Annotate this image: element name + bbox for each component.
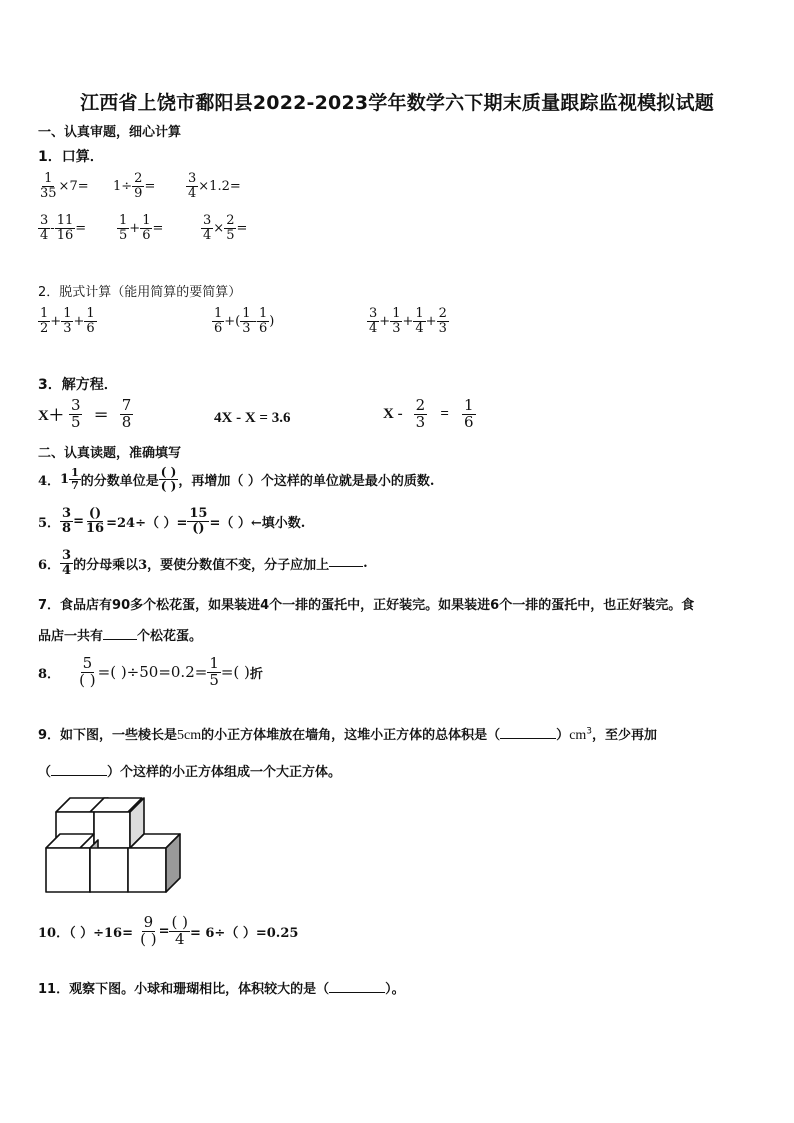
q7-line-2: 品店一共有 个松花蛋。 (38, 629, 203, 644)
q1-item-6: $\frac{3}{4}$ × $\frac{2}{5}$ = (203, 213, 248, 243)
q5: 5． $\frac{3}{8}$ = $\frac{()}{16}$ =24÷（ ）= $\frac{15}{()}$ =（ ）←填小数. (38, 506, 306, 536)
q3-label: 3．解方程． (38, 377, 118, 393)
q2-expr-1: $\frac{1}{2}$ + $\frac{1}{3}$ + $\frac{1}{6}$ (40, 306, 95, 336)
q1-item-2: 1÷ $\frac{2}{9}$ = (113, 171, 156, 201)
q11-blank[interactable] (329, 992, 385, 993)
q9-line-2: （ ）个这样的小正方体组成一个大正方体。 (38, 765, 342, 780)
q6-blank[interactable] (329, 566, 363, 567)
q9-line-1: 9．如下图，一些棱长是5cm的小正方体堆放在墙角，这堆小正方体的总体积是（ ）$cm^3$，至少再加 (38, 726, 658, 743)
cube-face (128, 848, 166, 892)
q3-equation-1: X＋ $\frac{3}{5}$ ＝ $\frac{7}{8}$ (38, 396, 132, 431)
q1-item-5: $\frac{1}{5}$ + $\frac{1}{6}$ = (119, 213, 164, 243)
q1-label: 1．口算． (38, 149, 104, 165)
cube-face (46, 848, 90, 892)
q1-item-1: $\frac{1}{35}$ ×7= (40, 171, 89, 201)
q3-equation-2: 4X - X = 3.6 (214, 410, 291, 426)
stacked-cubes-figure (40, 790, 190, 900)
q4: 4．1 $\frac{1}{7}$ 的分数单位是 $\frac{( )}{( )}$ ，再增加（ ）个这样的单位就是最小的质数. (38, 465, 435, 493)
q9-volume-blank[interactable] (500, 738, 556, 739)
q11: 11．观察下图。小球和珊瑚相比，体积较大的是（ ）。 (38, 982, 405, 997)
q9-count-blank[interactable] (51, 775, 107, 776)
page-title: 江西省上饶市鄱阳县2022-2023学年数学六下期末质量跟踪监视模拟试题 (80, 92, 714, 114)
q10: 10．（ ）÷16= $\frac{9}{( )}$ = $\frac{( )}{4}$ = 6÷（ ）=0.25 (38, 913, 299, 948)
q1-item-3: $\frac{3}{4}$ ×1.2= (188, 171, 241, 201)
q3-equation-3: X - $\frac{2}{3}$ = $\frac{1}{6}$ (383, 396, 474, 431)
q2-label: 2．脱式计算（能用简算的要简算） (38, 285, 242, 300)
q7-line-1: 7．食品店有90多个松花蛋，如果装进4个一排的蛋托中，正好装完。如果装进6个一排的蛋托中，也正好装完。食 (38, 598, 695, 613)
section-1-heading: 一、认真审题，细心计算 (38, 125, 182, 140)
q1-item-4: $\frac{3}{4}$ - $\frac{11}{16}$ = (40, 213, 87, 243)
section-2-heading: 二、认真读题，准确填写 (38, 446, 182, 461)
q7-blank[interactable] (103, 639, 137, 640)
q2-expr-2: $\frac{1}{6}$ +( $\frac{1}{3}$ - $\frac{1}{6}$ ) (214, 306, 275, 336)
q8: 8． $\frac{5}{( )}$ =( )÷50=0.2= $\frac{1}{5}$ =( )折 (38, 654, 263, 689)
q2-expr-3: $\frac{3}{4}$ + $\frac{1}{3}$ + $\frac{1}{4}$ + $\frac{2}{3}$ (369, 306, 447, 336)
q6: 6． $\frac{3}{4}$ 的分母乘以3，要使分数值不变，分子应加上 . (38, 548, 368, 578)
cube-face (90, 848, 128, 892)
cube-face (94, 812, 130, 848)
